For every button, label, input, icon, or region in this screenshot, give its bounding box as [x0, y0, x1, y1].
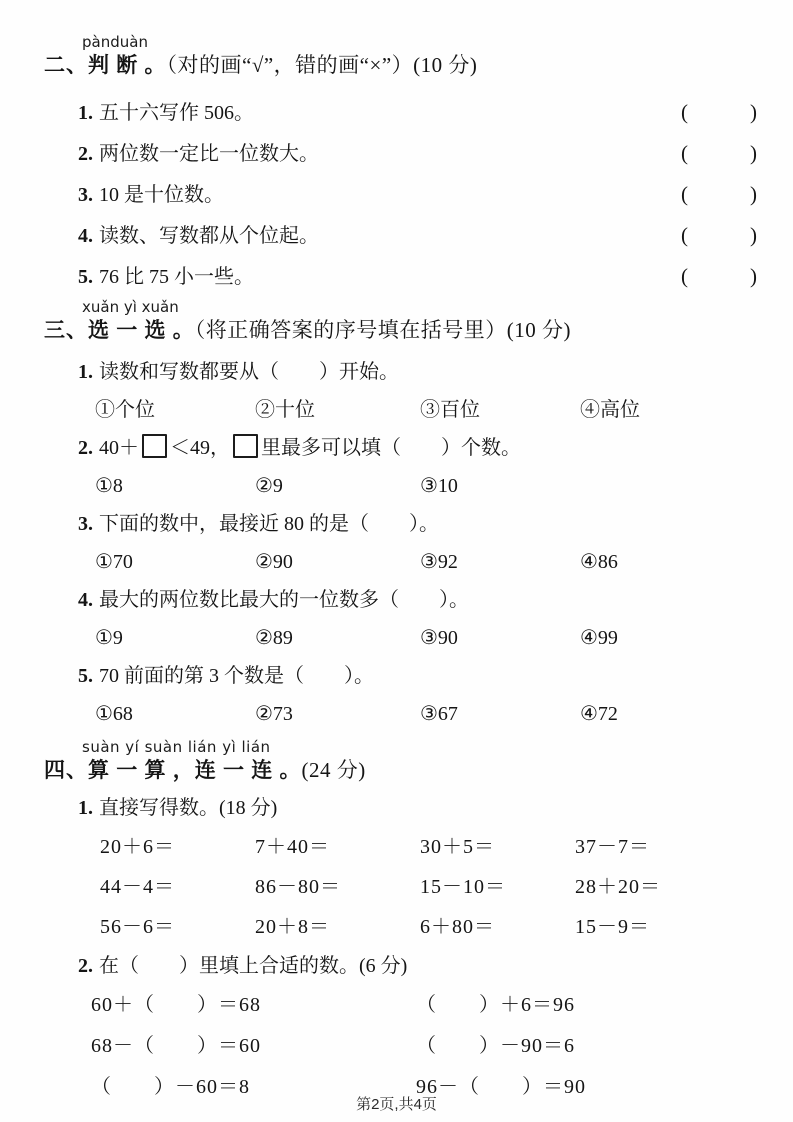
- section-calculation-title: [44, 755, 757, 785]
- question-number: 5.: [78, 665, 93, 687]
- question-text: 读数和写数都要从（ ）开始。: [99, 361, 399, 383]
- option-label: ①个位: [95, 399, 155, 421]
- bracket-open: (: [681, 182, 688, 206]
- section-choice-title-main: 三、选 一 选 。: [44, 318, 195, 342]
- choice-question: [44, 657, 757, 695]
- bracket-open: (: [681, 264, 688, 288]
- item-statement: 五十六写作 506。: [99, 102, 254, 124]
- question-text-part: 40＋: [99, 437, 139, 459]
- math-problem-grid: [44, 827, 757, 947]
- fill-blank-problem: 96－（ ）＝90: [416, 1076, 586, 1098]
- judgment-item-text: [78, 216, 319, 256]
- calculation-sub2-title: [44, 947, 757, 985]
- option-label: ①68: [95, 703, 133, 725]
- choice-question: [44, 429, 757, 467]
- item-number: 5.: [78, 266, 93, 288]
- bracket-open: (: [681, 223, 688, 247]
- option-label: ②90: [255, 551, 293, 573]
- option-label: ①9: [95, 627, 123, 649]
- answer-brackets: [681, 92, 757, 132]
- fill-blank-problem: 68－（ ）＝60: [91, 1035, 261, 1057]
- item-statement: 10 是十位数。: [99, 184, 224, 206]
- blank-box: [233, 434, 258, 458]
- answer-brackets: [681, 215, 757, 255]
- math-problem: 44－4＝: [100, 876, 175, 898]
- judgment-item: [44, 174, 757, 215]
- item-statement: 两位数一定比一位数大。: [99, 143, 319, 165]
- bracket-open: (: [681, 141, 688, 165]
- math-problem: 37－7＝: [575, 836, 650, 858]
- judgment-item-text: [78, 257, 254, 297]
- section-choice-title-note: （将正确答案的序号填在括号里）(10 分): [194, 318, 571, 342]
- fill-blank-grid: [44, 985, 757, 1108]
- answer-brackets: [681, 133, 757, 173]
- option-label: ④高位: [580, 399, 640, 421]
- sub-question-text: 在（ ）里填上合适的数。(6 分): [99, 955, 408, 977]
- pinyin-label-choice: xuǎn yì xuǎn: [82, 298, 179, 316]
- bracket-close: ): [750, 141, 757, 165]
- math-problem: 15－10＝: [420, 876, 506, 898]
- option-label: ②73: [255, 703, 293, 725]
- math-problem: 6＋80＝: [420, 916, 495, 938]
- judgment-item: [44, 133, 757, 174]
- option-row: [44, 695, 757, 733]
- judgment-item: [44, 215, 757, 256]
- section-choice-title: [44, 315, 757, 345]
- answer-brackets: [681, 174, 757, 214]
- option-row: [44, 619, 757, 657]
- option-row: [44, 467, 757, 505]
- choice-question: [44, 581, 757, 619]
- calculation-sub1-title: [44, 789, 757, 827]
- question-number: 4.: [78, 589, 93, 611]
- sub-question-number: 1.: [78, 797, 93, 819]
- question-text: 70 前面的第 3 个数是（ ）。: [99, 665, 374, 687]
- item-number: 3.: [78, 184, 93, 206]
- option-label: ④72: [580, 703, 618, 725]
- math-problem: 86－80＝: [255, 876, 341, 898]
- section-calculation-title-main: 四、算 一 算 ，连 一 连 。: [44, 758, 302, 782]
- fill-blank-problem: 60＋（ ）＝68: [91, 994, 261, 1016]
- pinyin-label-judgment: pànduàn: [82, 33, 148, 51]
- bracket-close: ): [750, 182, 757, 206]
- bracket-open: (: [681, 100, 688, 124]
- math-problem: 20＋6＝: [100, 836, 175, 858]
- question-number: 3.: [78, 513, 93, 535]
- fill-blank-problem: （ ）－90＝6: [416, 1035, 575, 1057]
- option-label: ③百位: [420, 399, 480, 421]
- question-text: 最大的两位数比最大的一位数多（ ）。: [99, 589, 469, 611]
- option-label: ①8: [95, 475, 123, 497]
- item-number: 1.: [78, 102, 93, 124]
- item-number: 2.: [78, 143, 93, 165]
- section-calculation-title-note: (24 分): [301, 758, 366, 782]
- question-text: 下面的数中，最接近 80 的是（ ）。: [99, 513, 439, 535]
- option-row: [44, 543, 757, 581]
- question-text: [99, 437, 521, 459]
- option-label: ③67: [420, 703, 458, 725]
- judgment-item-text: [78, 175, 224, 215]
- judgment-item-text: [78, 93, 254, 133]
- option-label: ④86: [580, 551, 618, 573]
- sub-question-text: 直接写得数。(18 分): [99, 797, 278, 819]
- section-judgment: [44, 34, 757, 297]
- bracket-close: ): [750, 264, 757, 288]
- math-problem: 56－6＝: [100, 916, 175, 938]
- question-number: 2.: [78, 437, 93, 459]
- math-problem: 15－9＝: [575, 916, 650, 938]
- option-label: ③10: [420, 475, 458, 497]
- judgment-item: [44, 92, 757, 133]
- fill-blank-problem: （ ）－60＝8: [91, 1076, 250, 1098]
- option-label: [580, 467, 757, 505]
- math-problem: 7＋40＝: [255, 836, 330, 858]
- section-judgment-title: [44, 50, 757, 80]
- blank-box: [142, 434, 167, 458]
- option-label: ③92: [420, 551, 458, 573]
- option-label: ②89: [255, 627, 293, 649]
- question-number: 1.: [78, 361, 93, 383]
- question-text-part: 里最多可以填（ ）个数。: [261, 437, 521, 459]
- choice-questions: [44, 353, 757, 733]
- section-judgment-title-note: （对的画“√”，错的画“×”）(10 分): [166, 53, 478, 77]
- fill-blank-problem: （ ）＋6＝96: [416, 994, 575, 1016]
- judgment-item-text: [78, 134, 319, 174]
- math-problem: 28＋20＝: [575, 876, 661, 898]
- item-statement: 读数、写数都从个位起。: [99, 225, 319, 247]
- section-judgment-title-main: 二、判 断 。: [44, 53, 167, 77]
- choice-question: [44, 505, 757, 543]
- option-row: [44, 391, 757, 429]
- math-problem: 30＋5＝: [420, 836, 495, 858]
- question-text-part: ＜49，: [170, 437, 230, 459]
- item-statement: 76 比 75 小一些。: [99, 266, 254, 288]
- bracket-close: ): [750, 223, 757, 247]
- item-number: 4.: [78, 225, 93, 247]
- option-label: ①70: [95, 551, 133, 573]
- bracket-close: ): [750, 100, 757, 124]
- option-label: ②9: [255, 475, 283, 497]
- section-calculation: [44, 739, 757, 1108]
- answer-brackets: [681, 256, 757, 296]
- page-number: 第2页,共4页: [356, 1096, 437, 1113]
- option-label: ②十位: [255, 399, 315, 421]
- sub-question-number: 2.: [78, 955, 93, 977]
- option-label: ③90: [420, 627, 458, 649]
- math-problem: 20＋8＝: [255, 916, 330, 938]
- pinyin-label-calculation: suàn yí suàn lián yì lián: [82, 738, 271, 756]
- judgment-item: [44, 256, 757, 297]
- section-choice: [44, 299, 757, 733]
- option-label: ④99: [580, 627, 618, 649]
- choice-question: [44, 353, 757, 391]
- judgment-list: [44, 92, 757, 297]
